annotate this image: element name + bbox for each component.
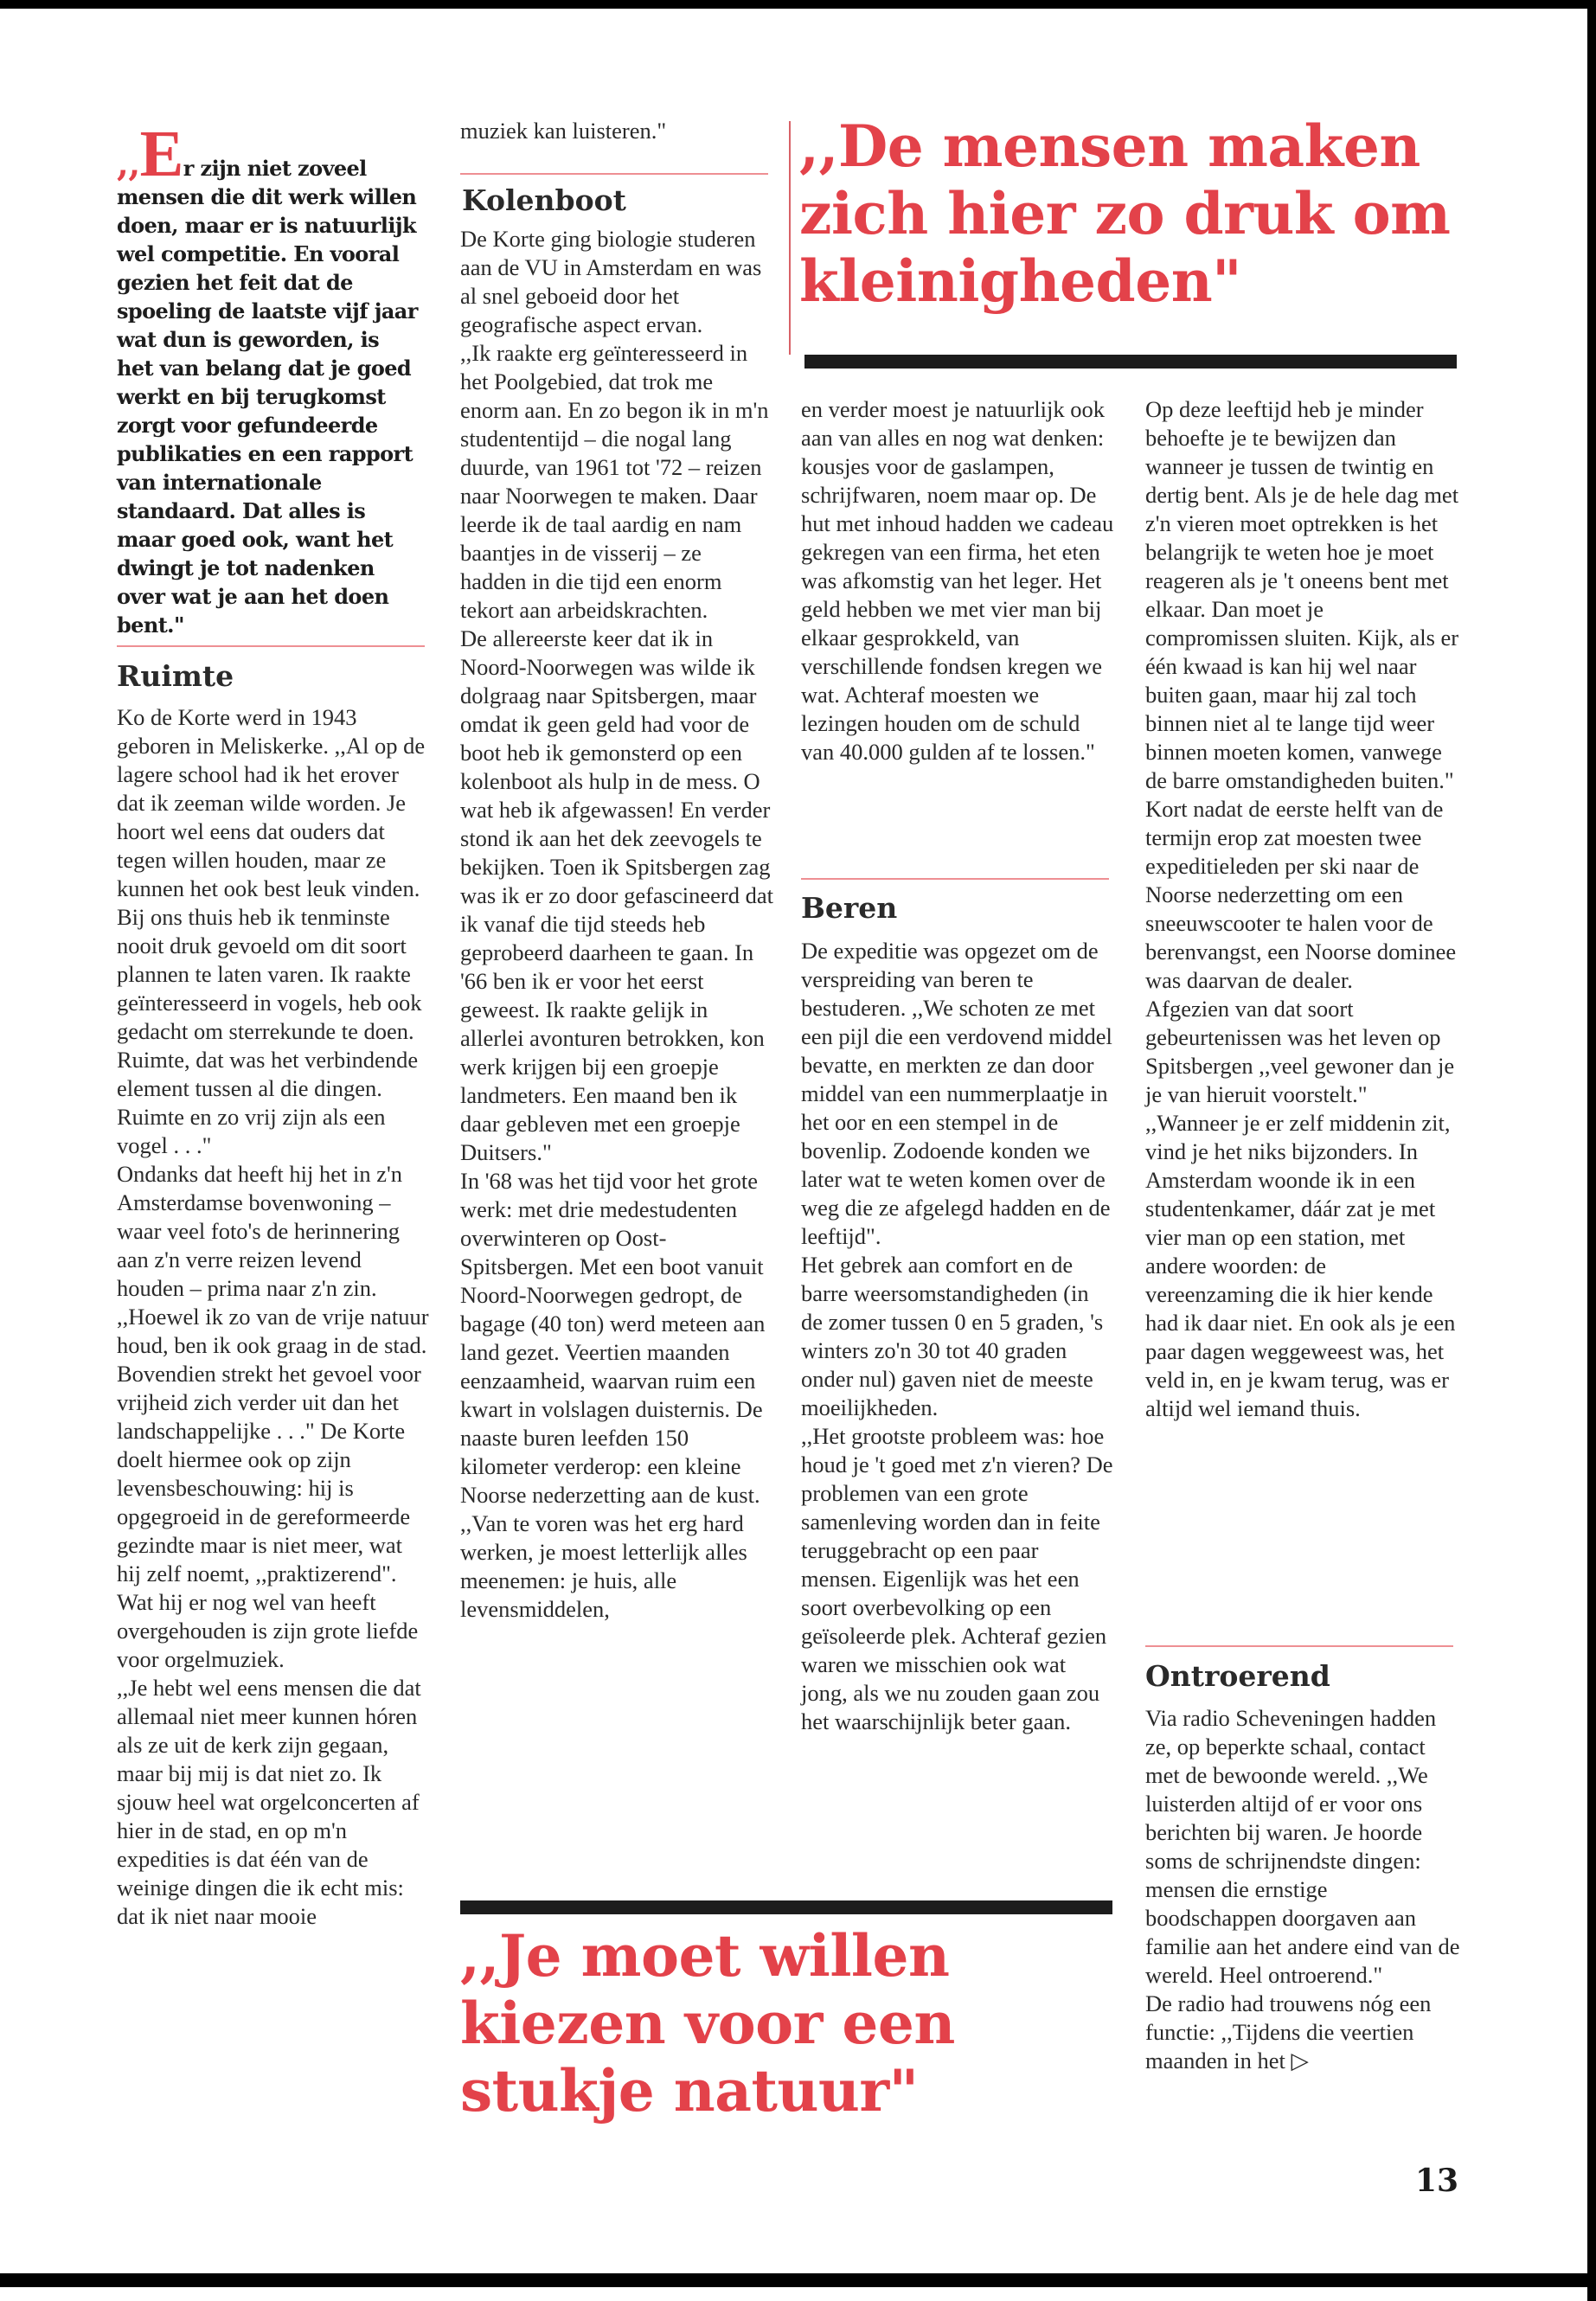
heading-ontroerend: Ontroerend: [1145, 1659, 1330, 1693]
divider-ruimte: [117, 645, 425, 647]
paragraph: Via radio Scheveningen hadden ze, op beperkte schaal, contact met de bewoonde wereld. ,,We luisterden altijd of er voor ons berichten bij waren. Je hoorde soms de schrijnendste dingen: mensen die ernstige boodschappen doorgaven aan familie aan het andere eind van de wereld. Heel ontroerend.": [1145, 1705, 1460, 1988]
paragraph: De Korte ging biologie studeren aan de VU in Amsterdam en was al snel geboeid door het geografische aspect ervan.: [460, 226, 762, 337]
page-frame-right: [1587, 0, 1596, 2301]
intro-lead: [117, 118, 421, 639]
beren-text: [801, 937, 1114, 1736]
page-frame-bottom: [0, 2273, 1596, 2287]
col3-continuation: [801, 395, 1114, 766]
paragraph: Afgezien van dat soort gebeurtenissen was het leven op Spitsbergen ,,veel gewoner dan je je van hieruit voorstelt." ,,Wanneer je er zelf middenin zit, vind je het niks bijzonders. In Amsterdam woonde ik in een studentenkamer, dáár zat je met vier man op een station, met andere woorden: de vereenzaming die ik hier kende had ik daar niet. En ook als je een paar dagen weggeweest was, het veld in, en je kwam terug, was er altijd wel iemand thuis.: [1145, 996, 1456, 1421]
pullquote-bottom-bar: [460, 1900, 1112, 1914]
paragraph: In '68 was het tijd voor het grote werk: met drie medestudenten overwinteren op Oost-Spitsbergen. Met een boot vanuit Noord-Noorwegen gedropt, de bagage (40 ton) werd meteen aan land gezet. Veertien maanden eenzaamheid, waarvan ruim een kwart in volslagen duisternis. De naaste buren leefden 150 kilometer verderop: een kleine Noorse nederzetting aan de kust.: [460, 1168, 766, 1508]
paragraph: ,,Hoewel ik zo van de vrije natuur houd, ben ik ook graag in de stad. Bovendien strekt het gevoel voor vrijheid zich verder uit dan het landschappelijke . . ." De Korte doelt hiermee ook op zijn levensbeschouwing: hij is opgegroeid in de gereformeerde gezindte maar is niet meer, wat hij zelf noemt, ,,praktizerend".: [117, 1304, 429, 1586]
paragraph: muziek kan luisteren.": [460, 118, 667, 144]
paragraph: ,,Het grootste probleem was: hoe houd je 't goed met z'n vieren? De problemen van een grote samenleving worden dan in feite teruggebracht op een paar mensen. Eigenlijk was het een soort overbevolking op een geïsoleerde plek. Achteraf gezien waren we misschien ook wat jong, als we nu zouden gaan zou het waarschijnlijk beter gaan.: [801, 1423, 1113, 1734]
paragraph: ,,Ik raakte erg geïnteresseerd in het Poolgebied, dat trok me enorm aan. En zo begon ik in m'n studententijd – die nogal lang duurde, van 1961 tot '72 – reizen naar Noorwegen te maken. Daar leerde ik de taal aardig en nam baantjes in de visserij – ze hadden in die tijd een enorm tekort aan arbeidskrachten.: [460, 340, 769, 623]
paragraph: ,,Je hebt wel eens mensen die dat allemaal niet meer kunnen hóren als ze uit de kerk zijn gegaan, maar bij mij is dat niet zo. Ik sjouw heel wat orgelconcerten af hier in de stad, en op m'n expedities is dat één van de weinige dingen die ik echt mis: dat ik niet naar mooie: [117, 1675, 421, 1929]
paragraph: De allereerste keer dat ik in Noord-Noorwegen was wilde ik dolgraag naar Spitsbergen, maar omdat ik geen geld had voor de boot heb ik gemonsterd op een kolenboot als hulp in de mess. O wat heb ik afgewassen! En verder stond ik aan het dek zeevogels te bekijken. Toen ik Spitsbergen zag was ik er zo door gefascineerd dat ik vanaf die tijd steeds heb geprobeerd daarheen te gaan. In '66 ben ik er voor het eerst geweest. Ik raakte gelijk in allerlei avonturen betrokken, kon werk krijgen bij een groepje landmeters. Een maand ben ik daar gebleven met een groepje Duitsers.": [460, 625, 774, 1165]
heading-kolenboot: Kolenboot: [462, 183, 626, 217]
ontroerend-text: [1145, 1704, 1460, 2075]
paragraph: ,,Van te voren was het erg hard werken, je moest letterlijk alles meenemen: je huis, alle levensmiddelen,: [460, 1510, 747, 1622]
intro-dropcap: E: [139, 118, 183, 190]
paragraph: en verder moest je natuurlijk ook aan van alles en nog wat denken: kousjes voor de gaslampen, schrijfwaren, noem maar op. De hut met inhoud hadden we cadeau gekregen van een firma, het eten was afkomstig van het leger. Het geld hebben we met vier man bij elkaar gesprokkeld, van verschillende fondsen kregen we wat. Achteraf moesten we lezingen houden om de schuld van 40.000 gulden af te lossen.": [801, 396, 1114, 765]
intro-text: r zijn niet zoveel mensen die dit werk willen doen, maar er is natuurlijk wel competitie. En vooral gezien het feit dat de spoeling de laatste vijf jaar wat dun is geworden, is het van belang dat je goed werkt en bij terugkomst zorgt voor gefundeerde publikaties en een rapport van internationale standaard. Dat alles is maar goed ook, want het dwingt je tot nadenken over wat je aan het doen bent.": [117, 156, 418, 638]
ruimte-text: [117, 703, 430, 1931]
paragraph: Het gebrek aan comfort en de barre weersomstandigheden (in de zomer tussen 0 en 5 graden, 's winters zo'n 30 tot 40 graden onder nul) gaven niet de meeste moeilijkheden.: [801, 1252, 1104, 1420]
divider-kolenboot: [460, 173, 768, 175]
page-number: 13: [1415, 2163, 1459, 2199]
page-frame-top: [0, 0, 1596, 9]
pullquote-top: ,,De mensen maken zich hier zo druk om kleinigheden": [799, 112, 1451, 315]
divider-ontroerend: [1145, 1645, 1453, 1647]
paragraph: Kort nadat de eerste helft van de termijn erop zat moesten twee expeditieleden per ski naar de Noorse nederzetting om een sneeuwscooter te halen voor de berenvangst, een Noorse dominee was daarvan de dealer.: [1145, 796, 1457, 993]
pullquote-bottom: ,,Je moet willen kiezen voor een stukje natuur": [460, 1922, 955, 2125]
heading-ruimte: Ruimte: [117, 659, 234, 693]
paragraph: Op deze leeftijd heb je minder behoefte je te bewijzen dan wanneer je tussen de twintig en dertig bent. Als je de hele dag met z'n vieren moet optrekken is het belangrijk te weten hoe je moet reageren als je 't oneens bent met elkaar. Dan moet je compromissen sluiten. Kijk, als er één kwaad is kan hij wel naar buiten gaan, maar hij zal toch binnen niet al te lange tijd weer binnen moeten komen, vanwege de barre omstandigheden buiten.": [1145, 396, 1459, 793]
paragraph: Ondanks dat heeft hij het in z'n Amsterdamse bovenwoning – waar veel foto's de herinnering aan z'n verre reizen levend houden – prima naar z'n zin.: [117, 1161, 403, 1301]
col2-continuation: [460, 117, 772, 145]
paragraph: De radio had trouwens nóg een functie: ,,Tijdens die veertien maanden in het ▷: [1145, 1990, 1432, 2073]
heading-beren: Beren: [801, 891, 898, 925]
pullquote-vertical-rule: [789, 121, 791, 355]
pullquote-top-bar: [804, 355, 1457, 369]
divider-beren: [801, 878, 1109, 880]
kolenboot-text: [460, 225, 773, 1624]
col4-text: [1145, 395, 1460, 1423]
paragraph: Wat hij er nog wel van heeft overgehouden is zijn grote liefde voor orgelmuziek.: [117, 1589, 419, 1672]
intro-open-quote: ,,: [117, 144, 140, 184]
paragraph: De expeditie was opgezet om de verspreiding van beren te bestuderen. ,,We schoten ze met een pijl die een verdovend middel bevatte, en merkten ze dan door middel van een nummerplaatje in het oor en een stempel in de bovenlip. Zodoende konden we later wat te weten komen over de weg die ze afgelegd hadden en de leeftijd".: [801, 938, 1112, 1249]
paragraph: Ko de Korte werd in 1943 geboren in Meliskerke. ,,Al op de lagere school had ik het erover dat ik zeeman wilde worden. Je hoort wel eens dat ouders dat tegen willen houden, maar ze kunnen het ook best leuk vinden. Bij ons thuis heb ik tenminste nooit druk gevoeld om dit soort plannen te laten varen. Ik raakte geïnteresseerd in vogels, heb ook gedacht om sterrekunde te doen. Ruimte, dat was het verbindende element tussen al die dingen. Ruimte en zo vrij zijn als een vogel . . .": [117, 704, 426, 1158]
